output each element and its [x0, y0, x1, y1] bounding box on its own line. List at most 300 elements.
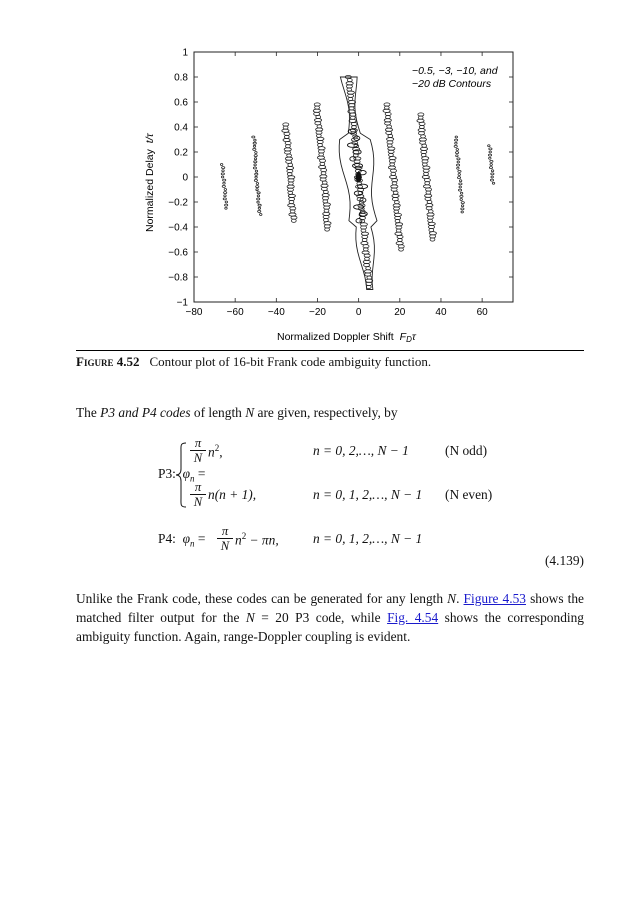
y-tick-label: −0.4: [168, 222, 188, 234]
contour-loop: [420, 141, 426, 144]
contour-loop: [254, 164, 256, 166]
contour-loop: [323, 200, 328, 203]
contour-loop: [320, 178, 326, 181]
contour-loop: [419, 125, 424, 128]
x-tick-label: 40: [435, 307, 447, 318]
contour-loop: [366, 282, 372, 285]
p4-fraction: $\frac{\pi}{N}$: [217, 524, 233, 553]
contour-loop: [224, 189, 226, 191]
contour-loop: [253, 148, 256, 150]
p4-expression: $n^2 - \pi n$,: [235, 531, 279, 548]
contour-loop: [423, 166, 430, 169]
y-axis-label: Normalized Delay t/τ: [144, 133, 156, 232]
contour-loop: [488, 154, 491, 156]
contour-loop: [223, 179, 226, 181]
contour-loop: [424, 172, 429, 175]
contour-loop: [457, 158, 460, 160]
contour-loop: [422, 163, 427, 166]
y-tick-label: 1: [182, 47, 188, 59]
contour-loop: [364, 270, 371, 273]
contour-loop: [365, 273, 371, 276]
y-tick-label: 0.2: [174, 147, 188, 159]
contour-loop: [257, 192, 260, 194]
contour-loop: [220, 164, 222, 166]
contour-loop: [460, 195, 463, 197]
contour-loop: [419, 138, 426, 141]
p4-range: n = 0, 1, 2,…, N − 1: [313, 531, 423, 546]
contour-loop: [387, 144, 392, 147]
contour-loop: [424, 179, 430, 182]
even-fraction: $\frac{\pi}{N}$: [190, 480, 206, 509]
contour-loop: [421, 154, 426, 157]
contour-loop: [347, 79, 352, 82]
contour-loop: [460, 199, 462, 201]
contour-loop: [324, 206, 330, 209]
contour-loop: [426, 188, 432, 191]
equation-4-139: [0, 436, 636, 576]
contour-loop: [454, 145, 457, 147]
contour-loop: [388, 134, 393, 137]
peak-loop: [350, 157, 356, 161]
contour-loop: [383, 109, 390, 112]
contour-loop: [317, 125, 322, 128]
contour-loop: [425, 197, 431, 200]
contour-loop: [223, 182, 225, 184]
y-tick-label: −0.2: [168, 197, 188, 209]
contour-loop: [323, 203, 330, 206]
contour-ridge: [252, 136, 262, 216]
contour-loop: [388, 150, 394, 153]
contour-loop: [456, 155, 458, 157]
contour-loop: [395, 220, 400, 223]
contour-loop: [315, 122, 321, 125]
even-condition: (N even): [445, 487, 493, 502]
contour-loop: [349, 104, 355, 107]
contour-loop: [255, 170, 257, 172]
contour-loop: [385, 122, 391, 125]
contour-loop: [430, 235, 436, 238]
contour-loop: [315, 106, 320, 109]
contour-loop: [361, 229, 366, 232]
contour-loop: [390, 163, 395, 166]
y-tick-label: −0.8: [168, 272, 188, 284]
contour-loop: [253, 145, 255, 147]
contour-loop: [428, 222, 435, 225]
contour-loop: [395, 223, 402, 226]
contour-loop: [361, 242, 368, 245]
contour-loop: [489, 167, 492, 169]
contour-loop: [363, 245, 369, 248]
contour-loop: [460, 192, 462, 194]
contour-loop: [363, 248, 368, 251]
contour-loop: [461, 202, 464, 204]
contour-loop: [459, 186, 461, 188]
contour-loop: [397, 235, 403, 238]
contour-loop: [346, 85, 352, 88]
contour-loop: [389, 160, 395, 163]
contour-loop: [362, 251, 369, 254]
contour-loop: [318, 144, 323, 147]
contour-loop: [423, 169, 429, 172]
contour-loop: [395, 232, 402, 235]
contour-loop: [457, 167, 459, 169]
contour-loop: [387, 125, 392, 128]
y-tick-label: −0.6: [168, 247, 188, 259]
contour-loop: [456, 164, 459, 166]
contour-loop: [454, 139, 457, 141]
contour-loop: [421, 135, 426, 138]
contour-loop: [490, 179, 493, 181]
contour-ridge: [417, 113, 437, 241]
x-tick-label: −60: [226, 307, 244, 318]
contour-loop: [459, 180, 461, 182]
contour-loop: [384, 106, 389, 109]
contour-loop: [348, 94, 354, 97]
odd-condition: (N odd): [445, 443, 488, 458]
contour-loop: [320, 175, 327, 178]
contour-loop: [252, 136, 255, 138]
contour-ridge: [313, 103, 331, 231]
equation-number: (4.139): [544, 553, 584, 568]
contour-loop: [225, 204, 228, 206]
contour-loop: [455, 152, 458, 154]
contour-loop: [422, 175, 429, 178]
contour-loop: [349, 119, 356, 122]
contour-loop: [320, 159, 326, 162]
contour-loop: [392, 197, 398, 200]
contour-loop: [418, 129, 425, 132]
contour-loop: [258, 204, 261, 206]
contour-loop: [256, 186, 259, 188]
contour-loop: [322, 181, 327, 184]
contour-loop: [430, 238, 435, 241]
x-tick-label: 0: [355, 307, 362, 318]
contour-loop: [366, 279, 373, 282]
figure-caption: [76, 354, 431, 370]
contour-loop: [393, 207, 399, 210]
contour-loop: [386, 131, 392, 134]
contour-loop: [488, 145, 490, 147]
p3-label: P3: $\varphi_n$ =: [158, 466, 206, 484]
central-envelope: [339, 77, 377, 290]
y-tick-label: 0.6: [174, 97, 188, 109]
contour-loop: [429, 225, 435, 228]
contour-loop: [387, 141, 393, 144]
contour-loop: [391, 188, 397, 191]
contour-loop: [399, 248, 404, 251]
contour-loop: [457, 161, 459, 163]
contour-loop: [324, 219, 329, 222]
contour-loop: [395, 216, 401, 219]
x-tick-label: 20: [394, 307, 406, 318]
contour-loop: [258, 210, 261, 212]
contour-loop: [417, 119, 424, 122]
contour-loop: [394, 210, 399, 213]
contour-loop: [393, 204, 400, 207]
contour-loop: [260, 214, 262, 216]
contour-loop: [384, 103, 390, 106]
legend-line-2: −20 dB Contours: [412, 78, 492, 90]
contour-loop: [426, 191, 431, 194]
contour-loop: [314, 103, 320, 106]
contour-loop: [423, 185, 430, 188]
contour-loop: [461, 208, 464, 210]
contour-loop: [394, 213, 401, 216]
contour-loop: [352, 126, 357, 129]
contour-loop: [429, 232, 436, 235]
contour-ridge: [454, 136, 464, 213]
contour-loop: [322, 194, 329, 197]
contour-loop: [426, 207, 432, 210]
contour-loop: [387, 138, 394, 141]
x-tick-label: −80: [185, 307, 203, 318]
contour-loop: [461, 211, 463, 213]
contour-loop: [221, 173, 224, 175]
contour-loop: [421, 150, 427, 153]
contour-loop: [254, 158, 256, 160]
contour-loop: [455, 142, 457, 144]
x-tick-label: −40: [267, 307, 285, 318]
contour-loop: [393, 191, 398, 194]
contour-loop: [384, 119, 391, 122]
contour-loop: [256, 189, 258, 191]
contour-loop: [224, 195, 226, 197]
contour-loop: [391, 169, 397, 172]
contour-loop: [361, 226, 367, 229]
contour-loop: [390, 175, 397, 178]
contour-loop: [396, 229, 401, 232]
even-expression: n(n + 1),: [208, 487, 257, 502]
contour-loop: [392, 194, 399, 197]
contour-loop: [324, 222, 331, 225]
contour-loop: [418, 116, 423, 119]
contour-loop: [491, 173, 494, 175]
contour-loop: [350, 116, 355, 119]
contour-loop: [346, 82, 353, 85]
contour-loop: [425, 194, 432, 197]
contour-loop: [351, 122, 357, 125]
contour-loop: [418, 113, 424, 116]
contour-loop: [254, 139, 256, 141]
contour-loop: [426, 204, 433, 207]
envelope-contour: [339, 77, 377, 290]
contour-loop: [349, 107, 354, 110]
contour-loop: [323, 215, 329, 218]
contour-loop: [366, 267, 371, 270]
contour-loop: [323, 190, 328, 193]
contour-loop: [255, 152, 257, 154]
contour-loop: [420, 147, 427, 150]
contour-loop: [323, 212, 330, 215]
contour-loop: [456, 149, 458, 151]
contour-loop: [428, 210, 433, 213]
contour-loop: [222, 170, 224, 172]
contour-loop: [361, 232, 368, 235]
contour-loop: [324, 209, 329, 212]
contour-loop: [490, 164, 492, 166]
contour-loop: [321, 172, 326, 175]
contour-loop: [389, 153, 394, 156]
contour-loop: [347, 88, 352, 91]
contour-loop: [255, 176, 257, 178]
contour-loop: [362, 238, 367, 241]
contour-loop: [362, 235, 368, 238]
ambiguity-contour-figure: [140, 42, 520, 352]
contour-loop: [392, 182, 397, 185]
intro-paragraph: The P3 and P4 codes of length N are given, respectively, by: [76, 405, 398, 420]
contour-loop: [321, 169, 327, 172]
even-range: n = 0, 1, 2,…, N − 1: [313, 487, 423, 502]
contour-loop: [391, 185, 398, 188]
contour-loop: [422, 144, 427, 147]
contour-loop: [364, 254, 370, 257]
contour-loop: [223, 198, 226, 200]
contour-loop: [224, 192, 227, 194]
y-tick-label: 0.8: [174, 72, 188, 84]
contour-loop: [427, 200, 432, 203]
contour-loop: [317, 140, 323, 143]
figure-4-54-link[interactable]: Fig. 4.54: [387, 610, 439, 625]
contour-loop: [391, 172, 396, 175]
contour-loop: [323, 197, 329, 200]
contour-loop: [348, 97, 353, 100]
figure-caption-text: Contour plot of 16-bit Frank code ambiguity function.: [149, 354, 432, 369]
contour-loop: [397, 238, 402, 241]
contour-loop: [386, 116, 391, 119]
contour-loop: [314, 119, 321, 122]
contour-loop: [253, 167, 256, 169]
contour-loop: [489, 157, 491, 159]
contour-loop: [320, 162, 325, 165]
contour-loop: [396, 226, 402, 229]
contour-loop: [427, 216, 433, 219]
contour-loop: [396, 242, 403, 245]
contour-loop: [317, 137, 324, 140]
contour-loop: [385, 128, 392, 131]
contour-loop: [257, 195, 259, 197]
contour-loop: [319, 165, 326, 168]
contour-loop: [457, 177, 460, 179]
contour-ridge: [383, 103, 404, 251]
contour-loop: [222, 185, 225, 187]
odd-fraction: $\frac{\pi}{N}$: [190, 436, 206, 465]
contour-loop: [319, 153, 324, 156]
contour-loop: [222, 167, 225, 169]
contour-loop: [388, 147, 395, 150]
contour-ridge: [282, 123, 297, 222]
y-tick-label: −1: [176, 297, 188, 309]
contour-loop: [419, 122, 425, 125]
contour-loop: [367, 276, 372, 279]
contour-loop: [221, 176, 223, 178]
contour-loop: [418, 132, 424, 135]
contour-loop: [422, 160, 428, 163]
contour-loop: [255, 173, 258, 175]
contour-loop: [389, 156, 396, 159]
p4-label: P4: $\varphi_n$ =: [158, 531, 206, 549]
figure-4-53-link[interactable]: Figure 4.53: [463, 591, 526, 606]
contour-loop: [491, 170, 493, 172]
contour-loop: [318, 150, 324, 153]
contour-loop: [385, 112, 391, 115]
contour-loop: [225, 207, 227, 209]
contour-loop: [253, 142, 256, 144]
contour-loop: [455, 136, 457, 138]
contour-loop: [366, 285, 371, 288]
contour-loop: [258, 207, 260, 209]
contour-loop: [459, 183, 462, 185]
case-brace: [175, 442, 187, 508]
x-tick-label: 60: [476, 307, 488, 318]
contour-loop: [254, 179, 257, 181]
contour-loop: [254, 161, 257, 163]
legend-line-1: −0.5, −3, −10, and: [412, 65, 498, 77]
contour-ridge: [488, 145, 495, 185]
figure-label: Figure 4.52: [76, 354, 140, 369]
contour-loop: [392, 179, 398, 182]
contour-loop: [428, 219, 433, 222]
contour-loop: [318, 147, 325, 150]
contour-loop: [313, 109, 320, 112]
contour-loop: [316, 134, 321, 137]
odd-expression: $n^2$,: [208, 443, 223, 460]
contour-loop: [427, 213, 434, 216]
contour-loop: [316, 128, 323, 131]
main-peak: [356, 172, 362, 182]
y-tick-label: 0: [182, 172, 188, 184]
contour-loop: [254, 155, 257, 157]
contour-loop: [314, 112, 320, 115]
contour-loop: [492, 182, 494, 184]
contour-loop: [489, 151, 491, 153]
contour-loop: [388, 166, 395, 169]
contour-loop: [365, 257, 370, 260]
contour-loop: [422, 157, 429, 160]
contour-chart: [140, 42, 520, 352]
contour-loop: [256, 183, 258, 185]
contour-loop: [458, 174, 460, 176]
body-paragraph: Unlike the Frank code, these codes can be generated for any length N. Figure 4.53 shows the matched filter output for the N = 20 P3 code, while Fig. 4.54 shows the corresponding ambiguity function. Again, range-Doppler coupling is evident.: [76, 591, 584, 644]
caption-rule: [76, 350, 584, 351]
y-tick-label: 0.4: [174, 122, 188, 134]
contour-loop: [425, 182, 430, 185]
contour-loop: [489, 148, 492, 150]
contour-loop: [321, 187, 327, 190]
odd-range: n = 0, 2,…, N − 1: [313, 443, 409, 458]
peak-loop: [356, 219, 362, 223]
contour-loop: [394, 201, 399, 204]
contour-loop: [325, 228, 330, 231]
contour-loop: [360, 223, 367, 226]
contour-loop: [458, 170, 461, 172]
contour-loop: [324, 225, 330, 228]
contour-loop: [364, 263, 370, 266]
x-axis-label: Normalized Doppler Shift FDτ: [277, 331, 416, 344]
contour-loop: [491, 176, 493, 178]
contour-loop: [321, 184, 328, 187]
contour-loop: [316, 115, 321, 118]
contour-loop: [257, 198, 260, 200]
contour-loop: [347, 91, 354, 94]
contour-loop: [429, 229, 434, 232]
peak-loop: [353, 164, 363, 168]
contour-loop: [458, 189, 461, 191]
contour-ridge: [220, 164, 227, 210]
contour-loop: [225, 201, 227, 203]
contour-loop: [461, 205, 463, 207]
contour-loop: [316, 131, 322, 134]
contour-loop: [398, 245, 404, 248]
